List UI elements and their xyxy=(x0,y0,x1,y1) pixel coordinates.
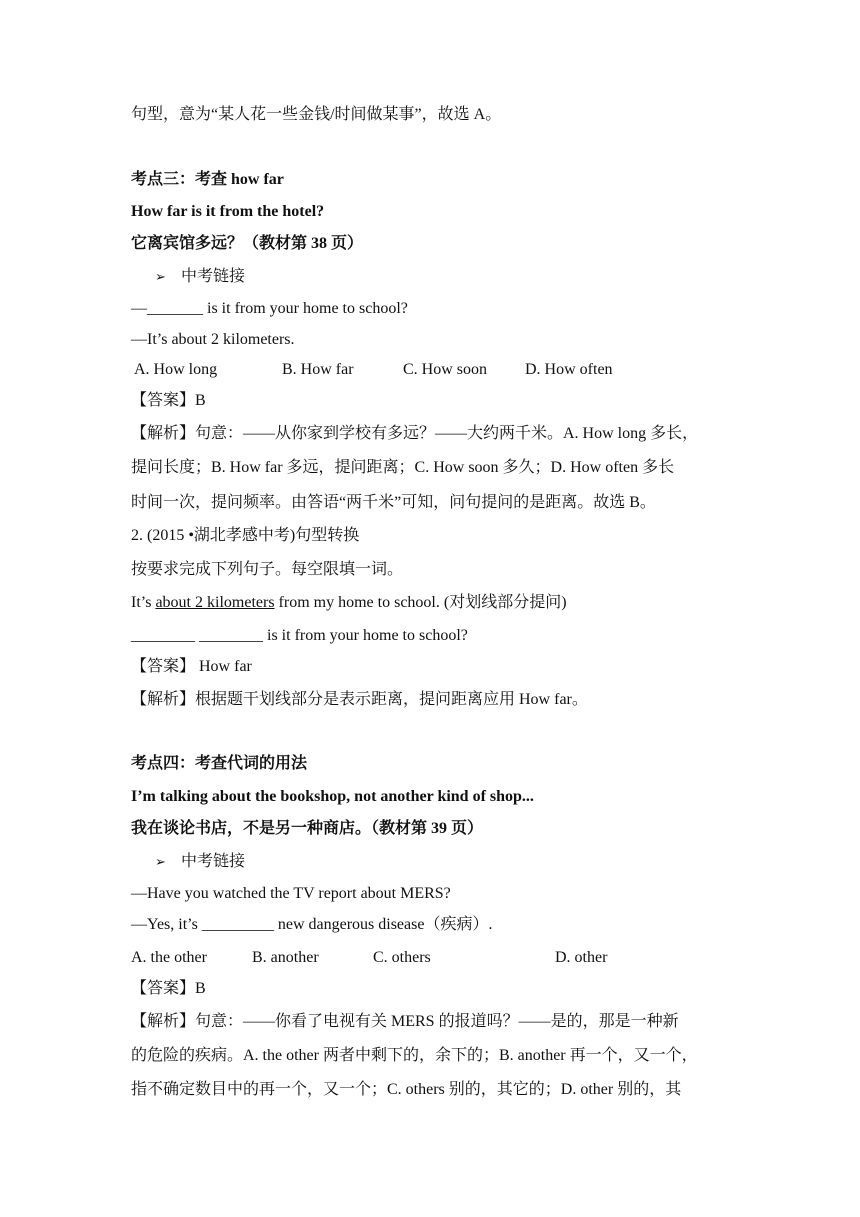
option-c: C. others xyxy=(373,949,431,966)
blank-line: ________ ________ is it from your home to school? xyxy=(131,627,468,644)
explanation-line: 的危险的疾病。A. the other 两者中剩下的，余下的；B. another 再一个，又一个， xyxy=(131,1047,698,1064)
explanation-line: 【解析】句意：——从你家到学校有多远？——大约两千米。A. How long 多长， xyxy=(131,425,699,442)
example-translation: 它离宾馆多远？（教材第 38 页） xyxy=(131,235,364,252)
answer-key: 【答案】 How far xyxy=(131,658,252,675)
section-heading: 考点四：考查代词的用法 xyxy=(131,755,308,772)
paragraph-line: 句型，意为“某人花一些金钱/时间做某事”，故选 A。 xyxy=(131,106,502,123)
example-sentence: How far is it from the hotel? xyxy=(131,203,325,220)
option-d: D. How often xyxy=(525,361,613,378)
explanation-line: 时间一次，提问频率。由答语“两千米”可知，问句提问的是距离。故选 B。 xyxy=(131,494,656,511)
option-a: A. How long xyxy=(134,361,218,378)
exam-link-label: ➢ 中考链接 xyxy=(155,851,245,874)
answer-key: 【答案】B xyxy=(131,980,206,997)
option-b: B. another xyxy=(252,949,319,966)
explanation-line: 提问长度；B. How far 多远，提问距离；C. How soon 多久；D. How often 多长 xyxy=(131,459,675,476)
instruction-line: 按要求完成下列句子。每空限填一词。 xyxy=(131,561,404,578)
question-line: —_______ is it from your home to school? xyxy=(131,300,408,317)
explanation-line: 指不确定数目中的再一个，又一个；C. others 别的，其它的；D. other 别的，其 xyxy=(131,1081,682,1098)
section-heading: 考点三：考查 how far xyxy=(131,171,284,188)
exam-link-label: ➢ 中考链接 xyxy=(155,266,245,289)
explanation-line: 【解析】根据题干划线部分是表示距离，提问距离应用 How far。 xyxy=(131,691,588,708)
question-heading: 2. (2015 •湖北孝感中考)句型转换 xyxy=(131,527,360,544)
question-line: —Yes, it’s _________ new dangerous disease（疾病）. xyxy=(131,916,493,933)
option-b: B. How far xyxy=(282,361,354,378)
question-line: —Have you watched the TV report about MERS? xyxy=(131,885,451,902)
explanation-line: 【解析】句意：——你看了电视有关 MERS 的报道吗？——是的，那是一种新 xyxy=(131,1013,679,1030)
arrow-bullet-icon: ➢ xyxy=(155,855,166,870)
question-line: It’s about 2 kilometers from my home to school. (对划线部分提问) xyxy=(131,594,567,611)
example-translation: 我在谈论书店，不是另一种商店。（教材第 39 页） xyxy=(131,820,484,837)
option-c: C. How soon xyxy=(403,361,488,378)
option-d: D. other xyxy=(555,949,608,966)
answer-line: —It’s about 2 kilometers. xyxy=(131,331,295,348)
option-a: A. the other xyxy=(131,949,207,966)
answer-key: 【答案】B xyxy=(131,392,206,409)
example-sentence: I’m talking about the bookshop, not another kind of shop... xyxy=(131,788,534,805)
arrow-bullet-icon: ➢ xyxy=(155,270,166,285)
underlined-phrase: about 2 kilometers xyxy=(155,594,275,611)
